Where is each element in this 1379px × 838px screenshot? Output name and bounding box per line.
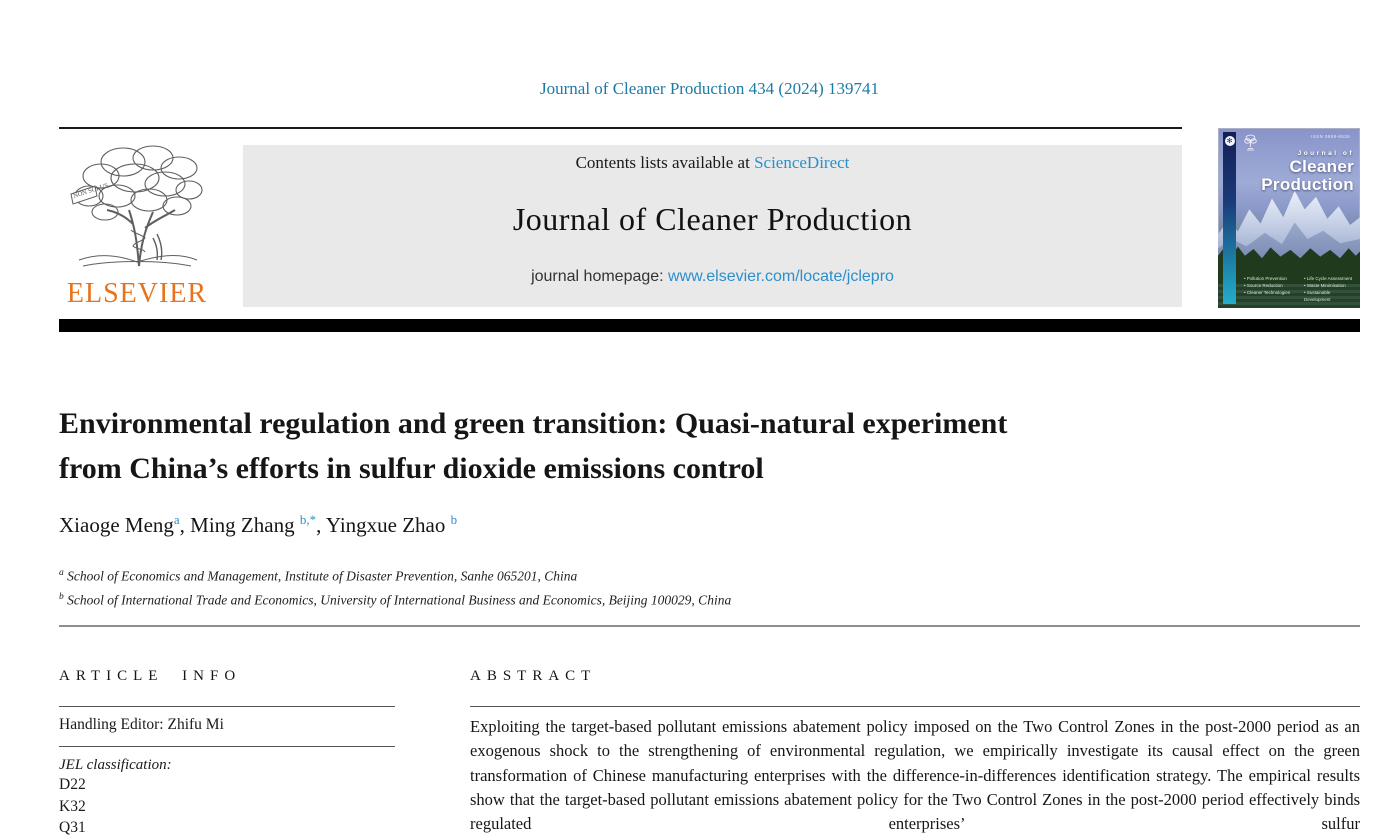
cover-topic: • Source Reduction (1244, 282, 1298, 289)
author-separator: , (179, 513, 191, 537)
elsevier-wordmark: ELSEVIER (66, 278, 208, 309)
article-title (59, 401, 1209, 491)
author-name: Xiaoge Meng (59, 513, 174, 537)
cover-topic: • Life Cycle Assessment (1304, 275, 1358, 282)
abstract-heading: ABSTRACT (470, 668, 597, 684)
cover-elsevier-mini-logo-icon (1244, 134, 1257, 152)
affiliation-line (59, 587, 731, 611)
author-affil-sup: b (450, 512, 458, 527)
cover-journal-of: Journal of (1297, 150, 1354, 157)
header-top-rule (59, 127, 1182, 129)
contents-prefix: Contents lists available at (575, 153, 755, 172)
cover-topic: • Waste Minimisation (1304, 282, 1358, 289)
cover-topics (1244, 275, 1358, 303)
affiliations (59, 563, 731, 610)
journal-citation: Journal of Cleaner Production 434 (2024) 139741 (540, 79, 879, 98)
cover-title-line2: Production (1261, 175, 1354, 194)
abstract-text: Exploiting the target-based pollutant emissions abatement policy imposed on the Two Control Zones in the post-2000 period as an exogenous shock to the strengthening of environmental regulation, we empirically investigate its causal effect on the green transformation of Chinese manufacturing enterprises with the difference-in-differences identification strategy. The empirical results show that the target-based pollutant emissions abatement policy for the Two Control Zones in the post-2000 period effectively binds regulated enterprises’ sulfur (470, 717, 1360, 834)
affiliation-sup: a (59, 568, 64, 578)
jel-code: K32 (59, 797, 86, 815)
affiliation-text: School of International Trade and Economics, University of International Business and Economics, Beijing 100029, China (63, 592, 732, 607)
jel-code: Q31 (59, 819, 86, 836)
cover-title-line1: Cleaner (1289, 157, 1354, 176)
jel-classification-label: JEL classification: (59, 757, 172, 773)
non-solus-banner-text: NON SOLUS (72, 182, 110, 200)
cover-title (1261, 150, 1354, 194)
homepage-line (531, 268, 894, 286)
handling-editor: Handling Editor: Zhifu Mi (59, 716, 224, 733)
masthead-journal-title: Journal of Cleaner Production (512, 201, 913, 237)
author-affil-sup: b,* (299, 512, 317, 527)
abstract-section (470, 668, 1360, 836)
cover-badge-star-icon: ✻ (1225, 136, 1235, 146)
contents-line (576, 153, 850, 173)
article-info-heading: ARTICLE INFO (59, 668, 242, 684)
article-info-section (59, 668, 395, 838)
sciencedirect-link[interactable]: ScienceDirect (754, 153, 850, 172)
elsevier-logo-block (59, 138, 215, 310)
author-list (59, 512, 457, 538)
article-info-rule (59, 706, 395, 707)
affiliation-line (59, 563, 731, 587)
cover-topic: • Sustainable Development (1304, 289, 1358, 303)
cover-topic: • Pollution Prevention (1244, 275, 1298, 282)
article-info-rule (59, 746, 395, 747)
masthead-bottom-bar (59, 319, 1360, 332)
jel-code: D22 (59, 776, 86, 793)
masthead-panel (243, 145, 1182, 307)
homepage-prefix: journal homepage: (531, 268, 669, 285)
affiliation-sup: b (59, 591, 64, 602)
author-affil-sup: a (173, 512, 180, 527)
cover-issn: ISSN 0959-6526 (1311, 134, 1350, 139)
author-name: Yingxue Zhao (325, 513, 446, 537)
affiliation-text: School of Economics and Management, Institute of Disaster Prevention, Sanhe 065201, China (63, 568, 578, 584)
abstract-rule (470, 706, 1360, 707)
elsevier-tree-icon (61, 138, 213, 278)
cover-side-band (1223, 132, 1236, 304)
article-title-line1: Environmental regulation and green transition: Quasi-natural experiment (59, 407, 1008, 440)
author-name: Ming Zhang (190, 513, 295, 537)
section-divider-rule (59, 625, 1360, 627)
article-title-line2: from China’s efforts in sulfur dioxide emissions control (59, 452, 764, 485)
author-separator: , (316, 513, 326, 537)
cover-topic: • Cleaner Technologies (1244, 289, 1298, 296)
homepage-link[interactable]: www.elsevier.com/locate/jclepro (668, 268, 894, 285)
journal-cover-image (1218, 128, 1360, 308)
